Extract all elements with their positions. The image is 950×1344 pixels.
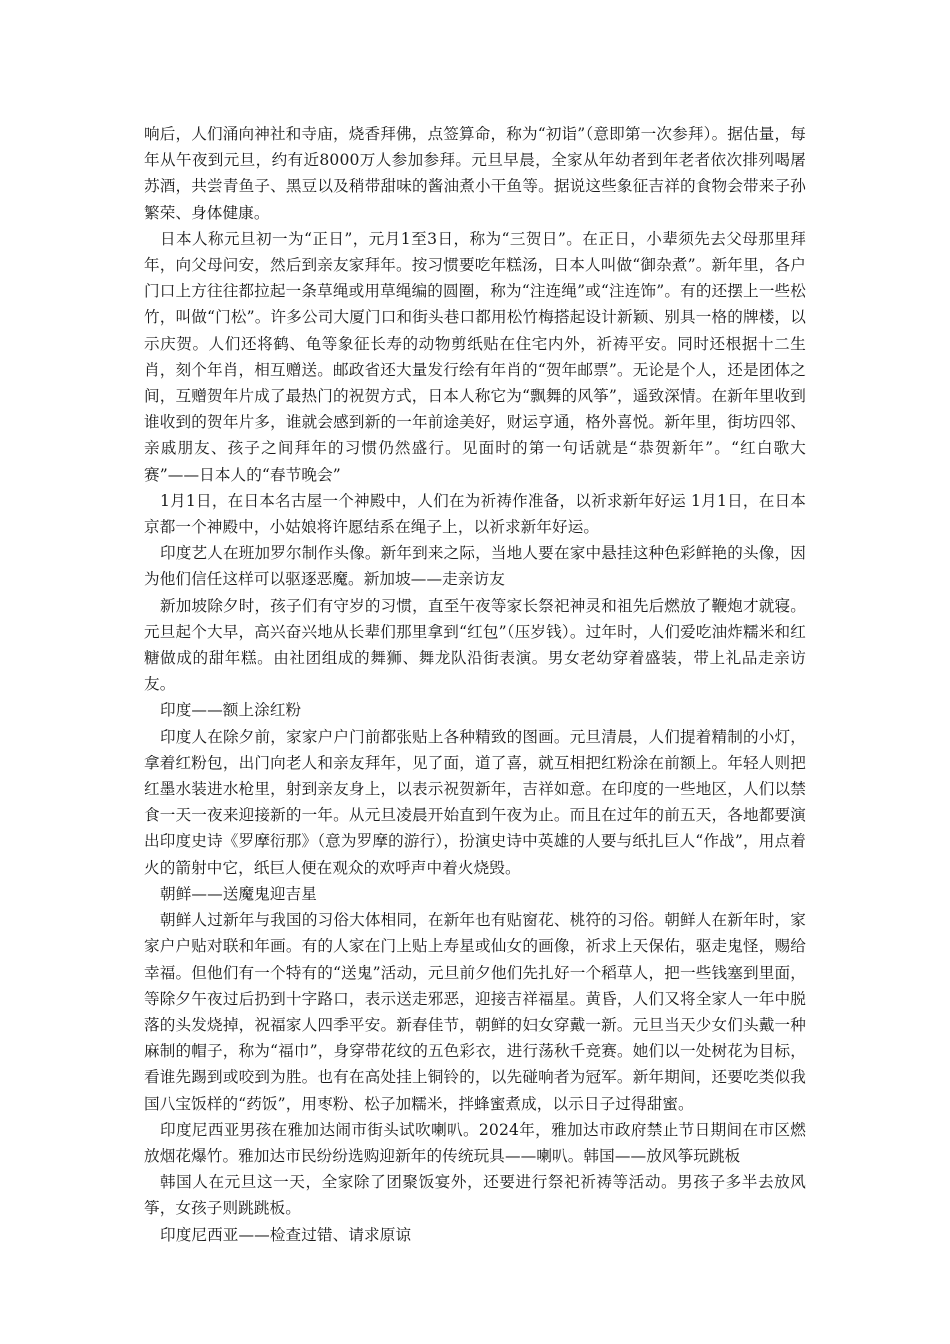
heading-india: 印度——额上涂红粉	[160, 701, 302, 720]
paragraph-indonesia-caption: 印度尼西亚男孩在雅加达闹市街头试吹喇叭。2024年，雅加达市政府禁止节日期间在市区燃放烟花爆竹。雅加达市民纷纷选购迎新年的传统玩具——喇叭。韩国——放风筝玩跳板	[144, 1120, 806, 1165]
document-body	[144, 121, 806, 1248]
heading-korea-north: 朝鲜——送魔鬼迎吉星	[160, 884, 317, 903]
paragraph-japan-new-year: 日本人称元旦初一为“正日”，元月1至3日，称为“三贺日”。在正日，小辈须先去父母那里拜年，向父母问安，然后到亲友家拜年。按习惯要吃年糕汤，日本人叫做“御杂煮”。新年里，各户门口上方往往都拉起一条草绳或用草绳编的圆圈，称为“注连绳”或“注连饰”。有的还摆上一些松竹，叫做“门松”。许多公司大厦门口和街头巷口都用松竹梅搭起设计新颖、别具一格的牌楼，以示庆贺。人们还将鹤、龟等象征长寿的动物剪纸贴在住宅内外，祈祷平安。同时还根据十二生肖，刻个年肖，相互赠送。邮政省还大量发行绘有年肖的“贺年邮票”。无论是个人，还是团体之间，互赠贺年片成了最热门的祝贺方式，日本人称它为“飘舞的风筝”，遥致深情。在新年里收到谁收到的贺年片多，谁就会感到新的一年前途美好，财运亨通，格外喜悦。新年里，街坊四邻、亲戚朋友、孩子之间拜年的习惯仍然盛行。见面时的第一句话就是“恭贺新年”。“红白歌大赛”——日本人的“春节晚会”	[144, 229, 806, 484]
paragraph-india: 印度人在除夕前，家家户户门前都张贴上各种精致的图画。元旦清晨，人们提着精制的小灯，拿着红粉包，出门向老人和亲友拜年，见了面，道了喜，就互相把红粉涂在前额上。年轻人则把红墨水装进水枪里，射到亲友身上，以表示祝贺新年，吉祥如意。在印度的一些地区，人们以禁食一天一夜来迎接新的一年。从元旦凌晨开始直到午夜为止。而且在过年的前五天，各地都要演出印度史诗《罗摩衍那》（意为罗摩的游行），扮演史诗中英雄的人要与纸扎巨人“作战”，用点着火的箭射中它，纸巨人便在观众的欢呼声中着火烧毁。	[144, 727, 806, 877]
paragraph-india-artist-caption: 印度艺人在班加罗尔制作头像。新年到来之际，当地人要在家中悬挂这种色彩鲜艳的头像，因为他们信任这样可以驱逐恶魔。新加坡——走亲访友	[144, 544, 806, 589]
paragraph-korea-north: 朝鲜人过新年与我国的习俗大体相同，在新年也有贴窗花、桃符的习俗。朝鲜人在新年时，家家户户贴对联和年画。有的人家在门上贴上寿星或仙女的画像，祈求上天保佑，驱走鬼怪，赐给幸福。但他们有一个特有的“送鬼”活动，元旦前夕他们先扎好一个稻草人，把一些钱塞到里面，等除夕午夜过后扔到十字路口，表示送走邪恶，迎接吉祥福星。黄昏，人们又将全家人一年中脱落的头发烧掉，祝福家人四季平安。新春佳节，朝鲜的妇女穿戴一新。元旦当天少女们头戴一种麻制的帽子，称为“福巾”，身穿带花纹的五色彩衣，进行荡秋千竞赛。她们以一处树花为目标，看谁先踢到或咬到为胜。也有在高处挂上铜铃的，以先碰响者为冠军。新年期间，还要吃类似我国八宝饭样的“药饭”，用枣粉、松子加糯米，拌蜂蜜煮成，以示日子过得甜蜜。	[144, 911, 806, 1113]
paragraph-singapore: 新加坡除夕时，孩子们有守岁的习惯，直至午夜等家长祭祀神灵和祖先后燃放了鞭炮才就寝。元旦起个大早，高兴奋兴地从长辈们那里拿到“红包”（压岁钱）。过年时，人们爱吃油炸糯米和红糖做成的甜年糕。由社团组成的舞狮、舞龙队沿街表演。男女老幼穿着盛装，带上礼品走亲访友。	[144, 596, 806, 694]
paragraph-japan-shrine-captions: 1月1日，在日本名古屋一个神殿中，人们在为祈祷作准备，以祈求新年好运 1月1日，在日本京都一个神殿中，小姑娘将许愿结系在绳子上，以祈求新年好运。	[144, 491, 806, 537]
heading-indonesia: 印度尼西亚——检查过错、请求原谅	[160, 1225, 412, 1244]
paragraph-japan-hatsumode: 响后，人们涌向神社和寺庙，烧香拜佛，点签算命，称为“初诣”（意即第一次参拜）。据估量，每年从午夜到元旦，约有近8000万人参加参拜。元旦早晨，全家从年幼者到年老者依次排列喝屠苏酒，共尝青鱼子、黑豆以及稍带甜味的酱油煮小干鱼等。据说这些象征吉祥的食物会带来子孙繁荣、身体健康。	[144, 125, 806, 222]
paragraph-korea-south: 韩国人在元旦这一天，全家除了团聚饭宴外，还要进行祭祀祈祷等活动。男孩子多半去放风筝，女孩子则跳跳板。	[144, 1173, 806, 1218]
